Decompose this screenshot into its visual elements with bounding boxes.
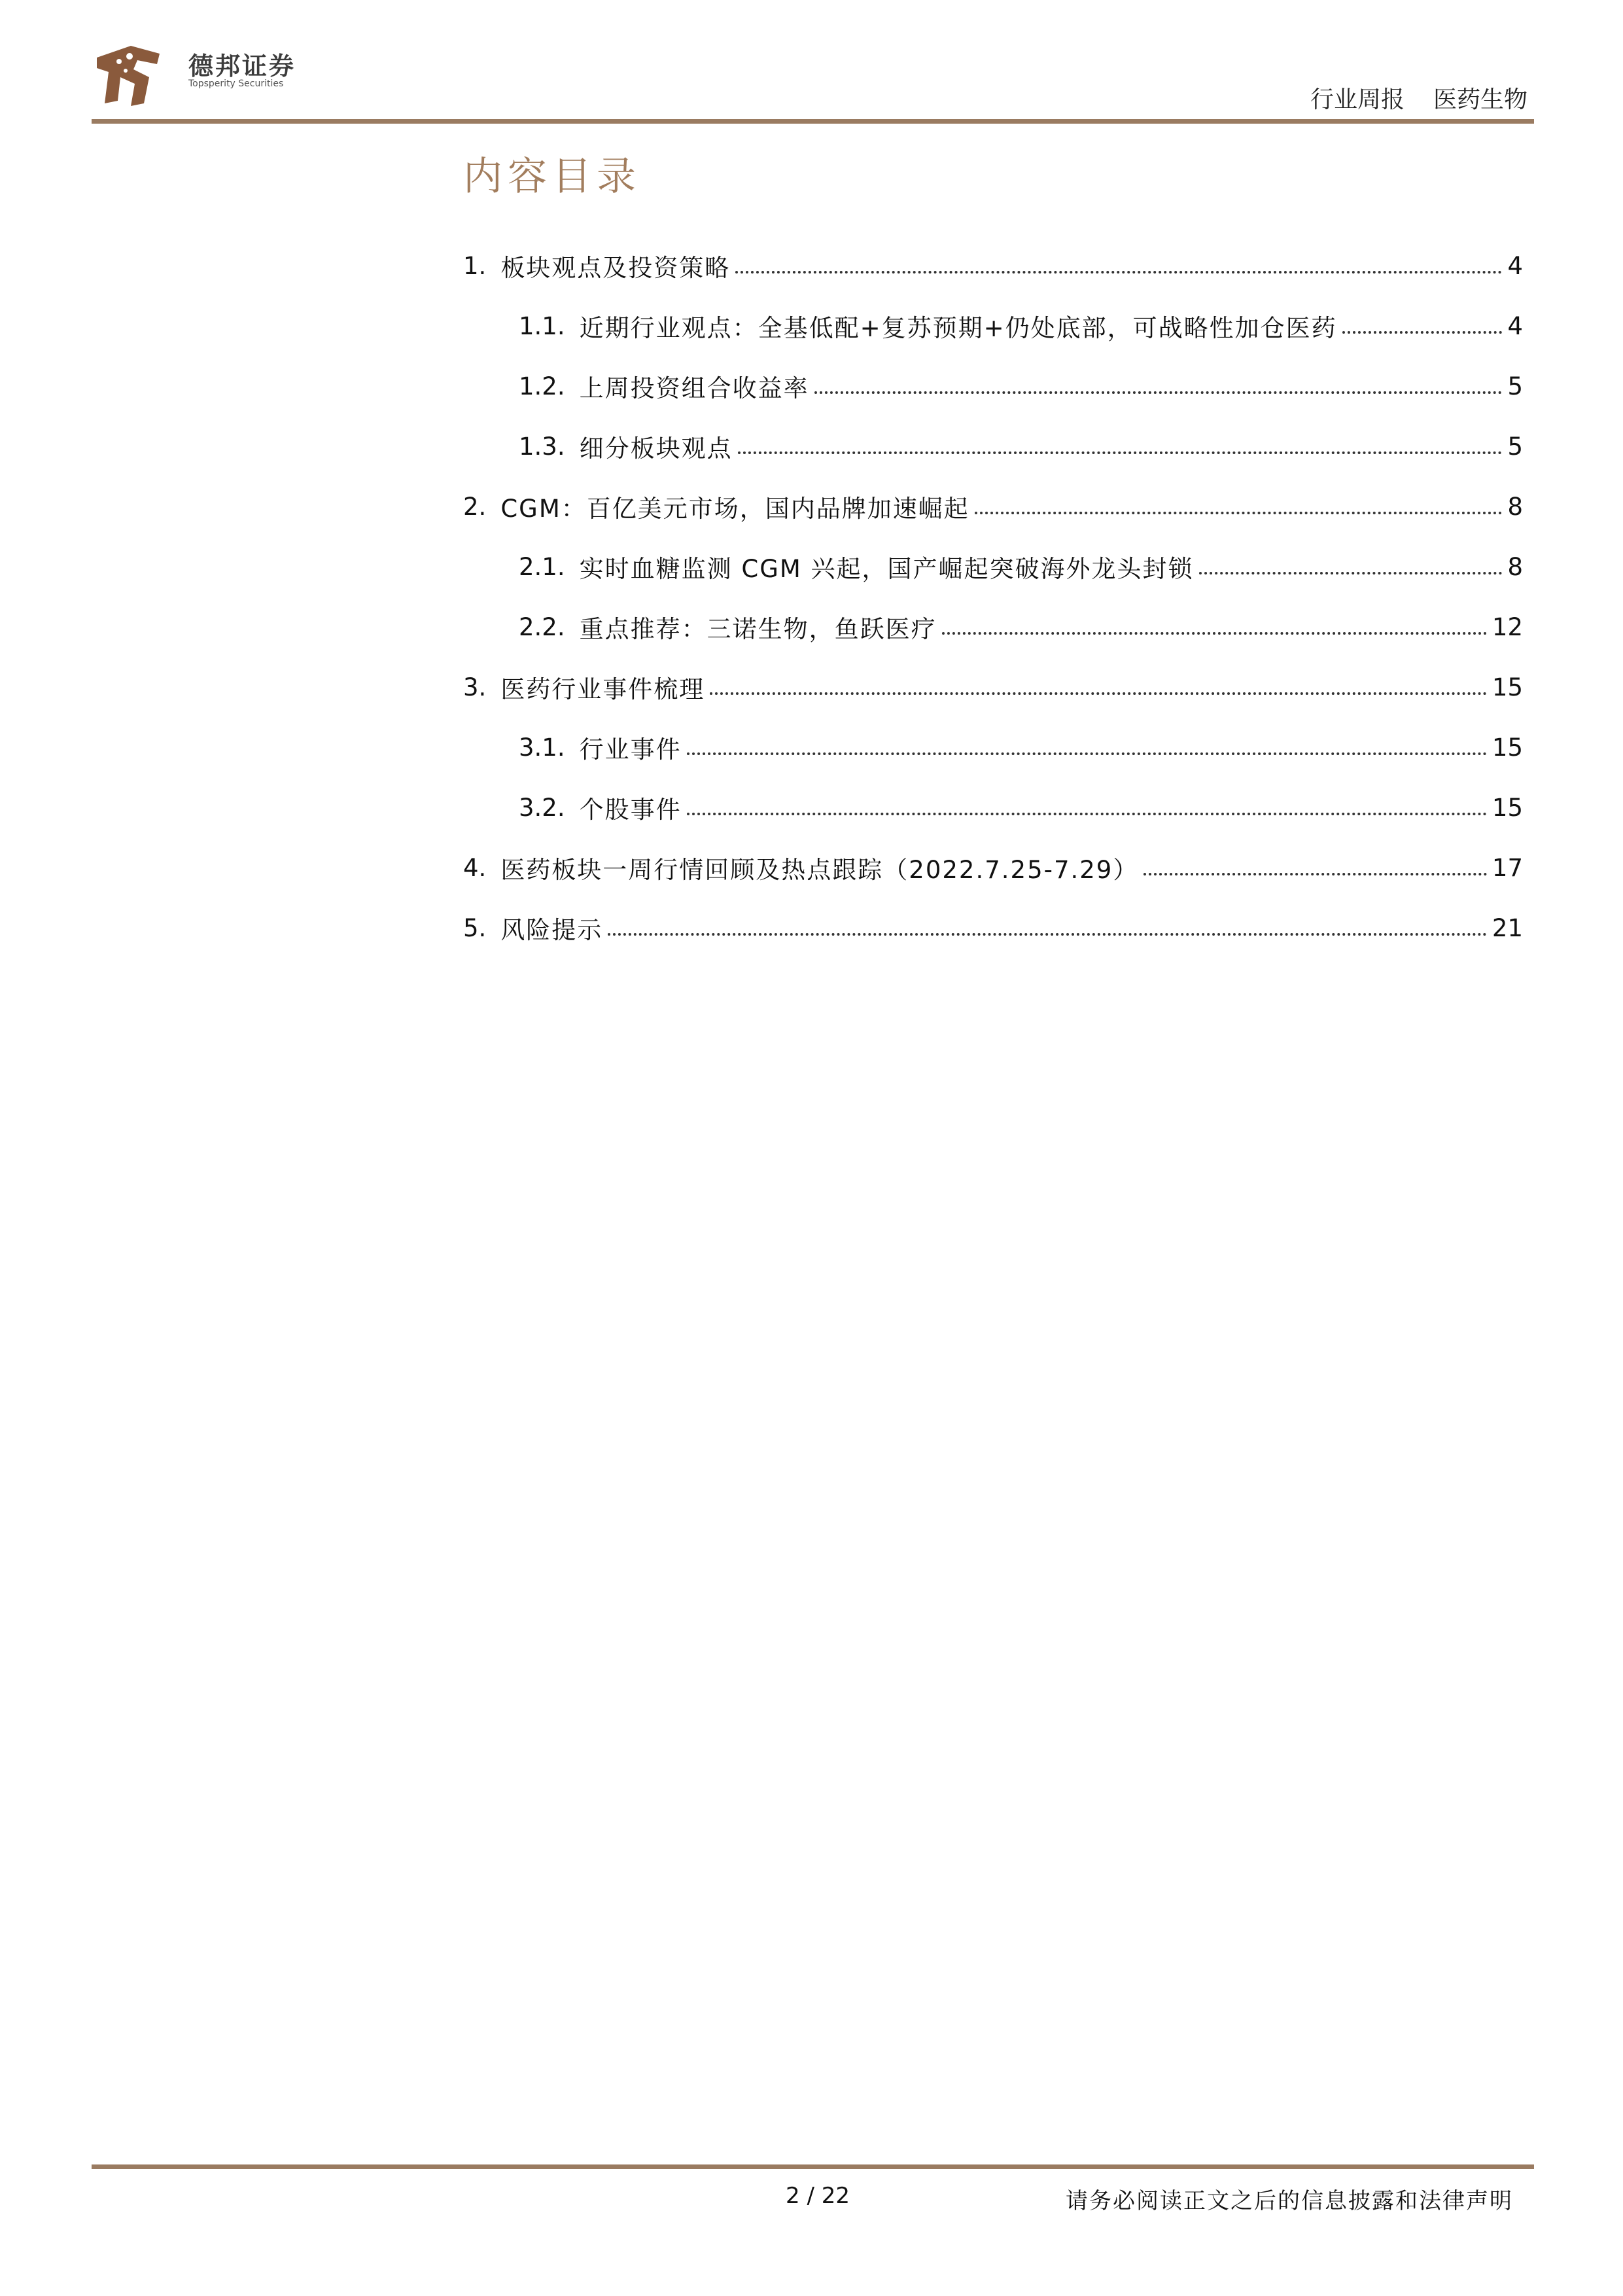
toc-entry-text: 医药行业事件梳理 [500,675,705,703]
toc-entry-text: 板块观点及投资策略 [500,254,731,282]
toc-entry-number: 3. [463,673,487,701]
toc-entry-page: 5 [1507,432,1523,461]
toc-entry[interactable] [463,476,1523,537]
sector-label: 医药生物 [1433,86,1527,113]
topsperity-logo-icon [92,38,164,110]
company-logo [92,38,307,110]
toc-entry-number: 1.2. [519,372,565,400]
toc-entry-number: 1.1. [519,311,565,340]
toc-dot-leader [1342,331,1503,334]
toc-dot-leader [942,632,1487,635]
toc-entry[interactable] [463,777,1523,838]
logo-english-name: Topsperity Securities [188,79,284,89]
toc-entry-number: 5. [463,913,487,942]
toc-entry-page: 4 [1507,251,1523,280]
header-divider [92,119,1534,124]
toc-entry-number: 3.2. [519,793,565,822]
toc-entry-text: CGM：百亿美元市场，国内品牌加速崛起 [500,495,969,523]
logo-chinese-name: 德邦证券 [188,52,296,80]
toc-title: 内容目录 [463,154,641,200]
toc-entry-page: 8 [1507,552,1523,581]
toc-dot-leader [687,752,1487,755]
toc-entry-page: 15 [1492,733,1523,762]
toc-dot-leader [687,813,1487,815]
toc-entry-number: 2.1. [519,552,565,581]
toc-dot-leader [608,933,1487,936]
toc-entry-page: 8 [1507,492,1523,521]
toc-entry-number: 1.3. [519,432,565,461]
toc-entry-page: 15 [1492,673,1523,701]
toc-entry-text: 风险提示 [500,916,603,944]
toc-entry-text: 个股事件 [579,796,682,824]
toc-entry[interactable] [463,597,1523,657]
footer-divider [92,2164,1534,2169]
toc-dot-leader [738,451,1503,454]
toc-entry-page: 5 [1507,372,1523,400]
toc-entry-number: 2. [463,492,487,521]
toc-entry-page: 15 [1492,793,1523,822]
toc-entry-text: 细分板块观点 [579,434,733,463]
toc-entry[interactable] [463,416,1523,476]
toc-entry-number: 2.2. [519,612,565,641]
toc-entry[interactable] [463,356,1523,416]
toc-entry[interactable] [463,236,1523,296]
toc-dot-leader [1199,572,1503,574]
toc-entry[interactable] [463,898,1523,958]
toc-entry-page: 12 [1492,612,1523,641]
toc-entry-page: 4 [1507,311,1523,340]
report-type-label: 行业周报 [1310,86,1405,113]
toc-entry-number: 1. [463,251,487,280]
toc-entry[interactable] [463,296,1523,356]
toc-entry-text: 实时血糖监测 CGM 兴起，国产崛起突破海外龙头封锁 [579,555,1194,583]
toc-entry[interactable] [463,717,1523,777]
toc-entry-text: 行业事件 [579,735,682,764]
toc-entry-text: 重点推荐：三诺生物，鱼跃医疗 [579,615,937,643]
toc-entry-text: 医药板块一周行情回顾及热点跟踪（2022.7.25-7.29） [500,856,1139,884]
toc-entry-text: 上周投资组合收益率 [579,374,809,402]
toc-dot-leader [710,692,1487,695]
toc-entry-text: 近期行业观点：全基低配+复苏预期+仍处底部，可战略性加仓医药 [579,314,1337,342]
toc-entry[interactable] [463,537,1523,597]
report-header-labels [1282,81,1527,115]
toc-dot-leader [1143,873,1487,875]
toc-entry-page: 17 [1492,853,1523,882]
toc-entry[interactable] [463,838,1523,898]
page-indicator: 2 / 22 [786,2183,850,2209]
toc-entry[interactable] [463,657,1523,717]
toc-dot-leader [735,271,1502,274]
toc-entry-number: 3.1. [519,733,565,762]
toc-dot-leader [975,512,1503,514]
toc-dot-leader [814,391,1503,394]
toc-entry-number: 4. [463,853,487,882]
table-of-contents [463,236,1523,958]
legal-disclaimer: 请务必阅读正文之后的信息披露和法律声明 [1066,2188,1513,2214]
toc-entry-page: 21 [1492,913,1523,942]
